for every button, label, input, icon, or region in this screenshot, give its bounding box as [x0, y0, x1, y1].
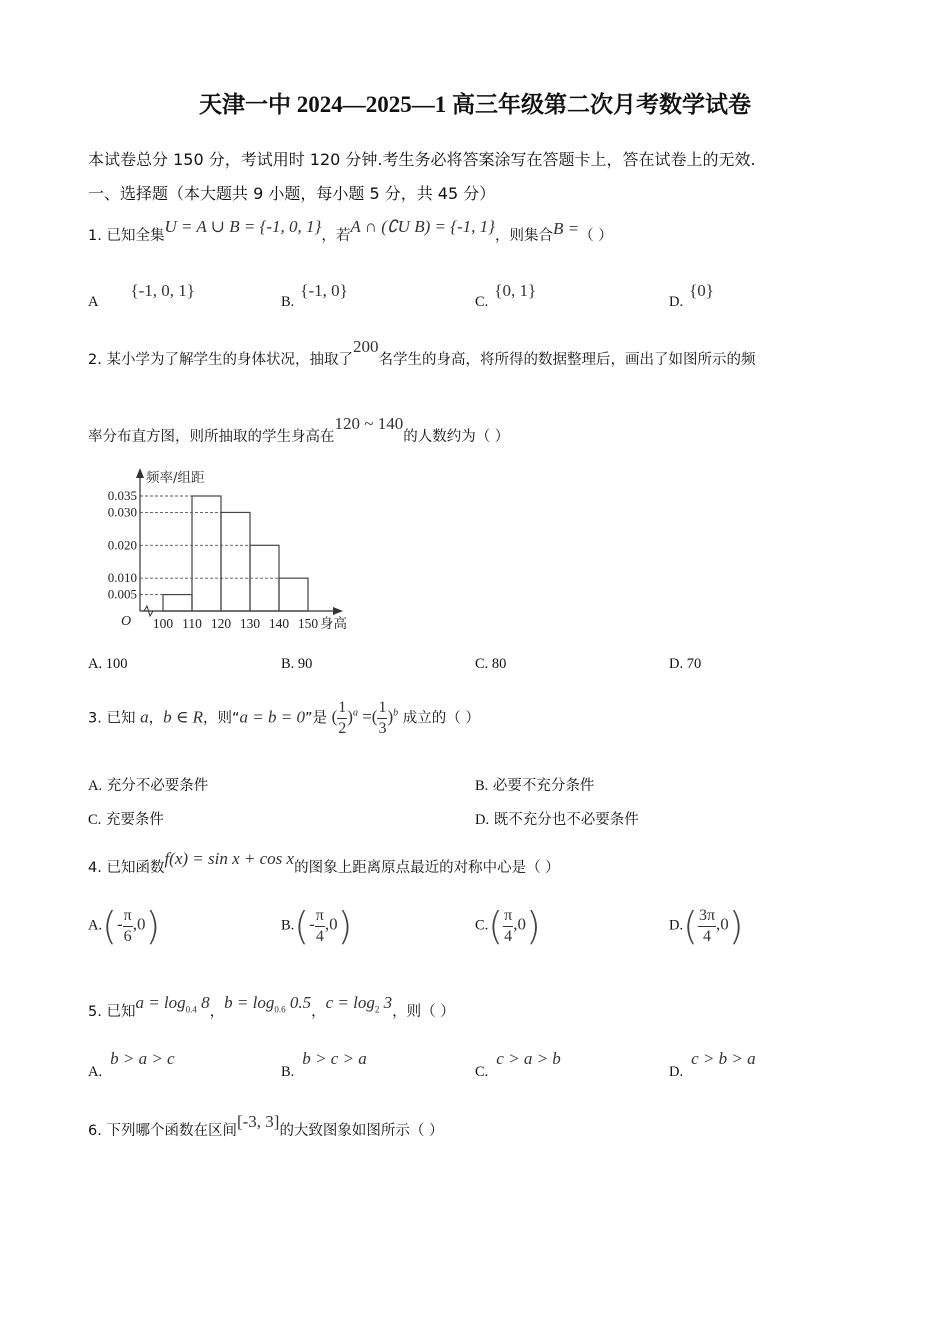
- option-value: c > b > a: [691, 1049, 756, 1068]
- q3-option-d[interactable]: [475, 808, 639, 829]
- y-tick-label: 0.030: [107, 504, 137, 520]
- option-label: C.: [475, 294, 489, 310]
- option-label: C.: [475, 1064, 489, 1080]
- histogram-bar: [163, 595, 192, 611]
- log-arg: 3: [379, 993, 393, 1012]
- y-axis-label: 频率/组距: [146, 470, 205, 486]
- x-tick-label: 130: [239, 616, 261, 631]
- option-label: D.: [475, 812, 490, 828]
- numerator: π: [315, 908, 325, 927]
- lhs: c = log: [325, 993, 375, 1012]
- histogram-bar: [279, 578, 308, 611]
- option-label: A: [88, 294, 99, 310]
- y-axis-arrow: [136, 468, 144, 478]
- open-paren: (: [488, 904, 504, 948]
- q3-option-c[interactable]: [88, 808, 164, 829]
- q4-option-a[interactable]: [88, 904, 160, 948]
- tail: ,0: [513, 914, 526, 934]
- denominator: 4: [504, 927, 513, 945]
- q1-option-c[interactable]: [475, 281, 537, 311]
- q5-b-def: [224, 993, 312, 1015]
- option-value: 充分不必要条件: [106, 778, 209, 794]
- close-paren: ): [525, 904, 541, 948]
- q5-a-def: [135, 993, 210, 1015]
- tail: ,0: [324, 914, 338, 934]
- lhs: b = log: [224, 993, 275, 1012]
- q3-suffix: 成立的（ ）: [402, 710, 480, 727]
- q2-height-range: 120 ~ 140: [334, 414, 404, 433]
- x-tick-label: 100: [152, 616, 174, 631]
- x-tick-label: 140: [268, 616, 290, 631]
- question-2-line-1: [88, 337, 756, 369]
- log-arg: 0.5: [285, 993, 312, 1012]
- denominator: 4: [315, 927, 324, 945]
- option-label: D.: [669, 1064, 684, 1080]
- q4-function: f(x) = sin x + cos x: [164, 849, 295, 868]
- numerator: π: [503, 908, 513, 927]
- option-label: A.: [88, 656, 103, 672]
- fraction: [698, 908, 716, 945]
- y-tick-label: 0.020: [107, 537, 137, 553]
- q2-prefix: 2. 某小学为了解学生的身体状况，抽取了: [88, 352, 353, 368]
- option-value: {-1, 0, 1}: [130, 281, 195, 300]
- q1-prefix: 1. 已知全集: [88, 228, 165, 244]
- option-value: {0}: [689, 281, 714, 300]
- q1-option-a[interactable]: [88, 281, 195, 311]
- q5-option-c[interactable]: [475, 1049, 561, 1081]
- x-tick-label: 120: [210, 616, 232, 631]
- question-6: [88, 1112, 444, 1140]
- q6-interval: [-3, 3]: [236, 1112, 280, 1131]
- q2-option-b[interactable]: [281, 656, 312, 673]
- q1-suffix: ，则集合: [494, 228, 553, 244]
- q1-option-d[interactable]: [669, 281, 714, 311]
- q1-intersection: A ∩ (∁U B) = {-1, 1}: [350, 217, 495, 236]
- q1-mid: ，若: [321, 228, 351, 244]
- open-paren: (: [102, 904, 117, 948]
- q3-mid: ，则“: [203, 710, 240, 727]
- histogram-bar: [192, 496, 221, 611]
- sign: -: [116, 914, 123, 934]
- q3-equation: a = b = 0: [239, 707, 305, 727]
- y-tick-label: 0.010: [107, 570, 137, 586]
- q5-option-b[interactable]: [281, 1049, 367, 1081]
- fraction: [337, 700, 347, 737]
- exam-instructions: 本试卷总分 150 分，考试用时 120 分钟.考生务必将答案涂写在答题卡上，答在试卷上的无效.: [88, 150, 756, 169]
- q2-option-c[interactable]: [475, 656, 506, 673]
- q5-c-def: [325, 993, 393, 1015]
- option-label: D.: [669, 294, 684, 310]
- option-value: b > a > c: [110, 1049, 175, 1068]
- x-tick-label: 150: [297, 616, 319, 631]
- denominator: 3: [378, 720, 387, 737]
- fraction: [377, 700, 387, 737]
- x-tick-label: 110: [182, 616, 202, 631]
- q3-var-a: a: [140, 707, 149, 727]
- q3-prefix: 3. 已知: [88, 710, 136, 727]
- sign: -: [309, 914, 315, 934]
- fraction: [315, 908, 325, 945]
- numerator: 1: [337, 700, 347, 719]
- q4-option-c[interactable]: [475, 904, 541, 948]
- question-5: [88, 993, 455, 1022]
- q3-condition: b ∈ R: [163, 707, 204, 727]
- option-label: D.: [669, 656, 684, 672]
- q5-option-a[interactable]: [88, 1049, 175, 1081]
- option-value: 100: [105, 656, 128, 672]
- exponent: a: [352, 707, 358, 719]
- q1-paren: （ ）: [579, 228, 613, 244]
- q2-option-a[interactable]: [88, 656, 127, 673]
- option-value: b > c > a: [302, 1049, 367, 1068]
- numerator: 3π: [698, 908, 716, 927]
- q4-prefix: 4. 已知函数: [88, 860, 165, 876]
- log-base: 0.4: [185, 1004, 197, 1015]
- log-base: 2: [374, 1004, 380, 1015]
- q2-sample-size: 200: [352, 337, 379, 356]
- lhs: a = log: [135, 993, 186, 1012]
- option-label: D.: [669, 917, 684, 934]
- denominator: 6: [123, 927, 132, 945]
- q4-option-b[interactable]: [281, 904, 352, 948]
- option-label: B.: [281, 917, 295, 934]
- option-value: 80: [491, 656, 507, 672]
- histogram-bar: [221, 512, 250, 611]
- question-3: [88, 700, 480, 737]
- option-label: A.: [88, 778, 103, 794]
- q3-option-b[interactable]: [475, 774, 594, 795]
- q3-comma: ，: [148, 710, 164, 727]
- frequency-histogram: [95, 462, 365, 640]
- separator: ，: [209, 1004, 225, 1020]
- x-axis-label: 身高: [320, 616, 347, 632]
- q3-option-a[interactable]: [88, 774, 208, 795]
- denominator: 4: [702, 927, 711, 945]
- section-heading: 一、选择题（本大题共 9 小题，每小题 5 分，共 45 分）: [88, 184, 496, 203]
- option-value: 充要条件: [105, 812, 164, 828]
- q3-mid2: ”是: [305, 710, 328, 727]
- q4-suffix: 的图象上距离原点最近的对称中心是（ ）: [294, 860, 560, 876]
- question-1: [88, 217, 613, 245]
- q1-option-b[interactable]: [281, 281, 348, 311]
- y-tick-label: 0.005: [107, 586, 137, 602]
- log-arg: 8: [196, 993, 210, 1012]
- option-value: 90: [297, 656, 313, 672]
- option-label: C.: [475, 656, 489, 672]
- option-value: 必要不充分条件: [492, 778, 595, 794]
- close-paren: ): [728, 904, 744, 948]
- option-label: A.: [88, 917, 103, 934]
- origin-label: O: [120, 614, 132, 629]
- q2-line2-suffix: 的人数约为（ ）: [403, 429, 510, 445]
- q5-prefix: 5. 已知: [88, 1004, 136, 1020]
- q5-suffix: ，则（ ）: [392, 1004, 455, 1020]
- numerator: π: [123, 908, 133, 927]
- q5-option-d[interactable]: [669, 1049, 756, 1081]
- y-tick-label: 0.035: [107, 488, 137, 503]
- fraction: [503, 908, 513, 945]
- option-value: 既不充分也不必要条件: [493, 812, 639, 828]
- q3-exponent-equation: ( $\frac{1}{2}$ )$^a$ =( $\frac{1}{3}$ )$^b$: [331, 699, 399, 737]
- page-title: 天津一中 2024—2025—1 高三年级第二次月考数学试卷: [199, 92, 751, 117]
- tail: ,0: [132, 914, 146, 934]
- question-4: [88, 849, 560, 877]
- q1-universal-set: U = A ∪ B = {-1, 0, 1}: [164, 217, 322, 236]
- separator: ，: [311, 1004, 326, 1020]
- option-label: C.: [88, 812, 102, 828]
- close-paren: ): [337, 904, 353, 948]
- fraction: [123, 908, 133, 945]
- q4-option-d[interactable]: [669, 904, 744, 948]
- option-value: {-1, 0}: [300, 281, 348, 300]
- q2-option-d[interactable]: [669, 656, 701, 673]
- exponent: b: [393, 707, 399, 719]
- option-label: B.: [281, 294, 295, 310]
- q6-suffix: 的大致图象如图所示（ ）: [279, 1123, 444, 1139]
- log-base: 0.6: [274, 1004, 286, 1015]
- open-paren: (: [294, 904, 310, 948]
- question-2-line-2: [88, 414, 510, 446]
- tail: ,0: [716, 914, 729, 934]
- open-paren: (: [683, 904, 698, 948]
- option-value: 70: [686, 656, 702, 672]
- histogram-bar: [250, 545, 279, 611]
- close-paren: ): [145, 904, 161, 948]
- denominator: 2: [338, 720, 347, 737]
- q2-line1-suffix: 名学生的身高，将所得的数据整理后，画出了如图所示的频: [378, 352, 756, 368]
- option-label: B.: [281, 1064, 295, 1080]
- numerator: 1: [377, 700, 387, 719]
- option-label: A.: [88, 1064, 103, 1080]
- x-axis-arrow: [333, 607, 343, 615]
- option-label: B.: [475, 778, 489, 794]
- q6-prefix: 6. 下列哪个函数在区间: [88, 1123, 237, 1139]
- option-value: c > a > b: [496, 1049, 561, 1068]
- option-label: B.: [281, 656, 295, 672]
- q2-line2-prefix: 率分布直方图，则所抽取的学生身高在: [88, 429, 335, 445]
- option-label: C.: [475, 917, 489, 934]
- option-value: {0, 1}: [494, 281, 537, 300]
- q1-set-b: B =: [552, 219, 580, 238]
